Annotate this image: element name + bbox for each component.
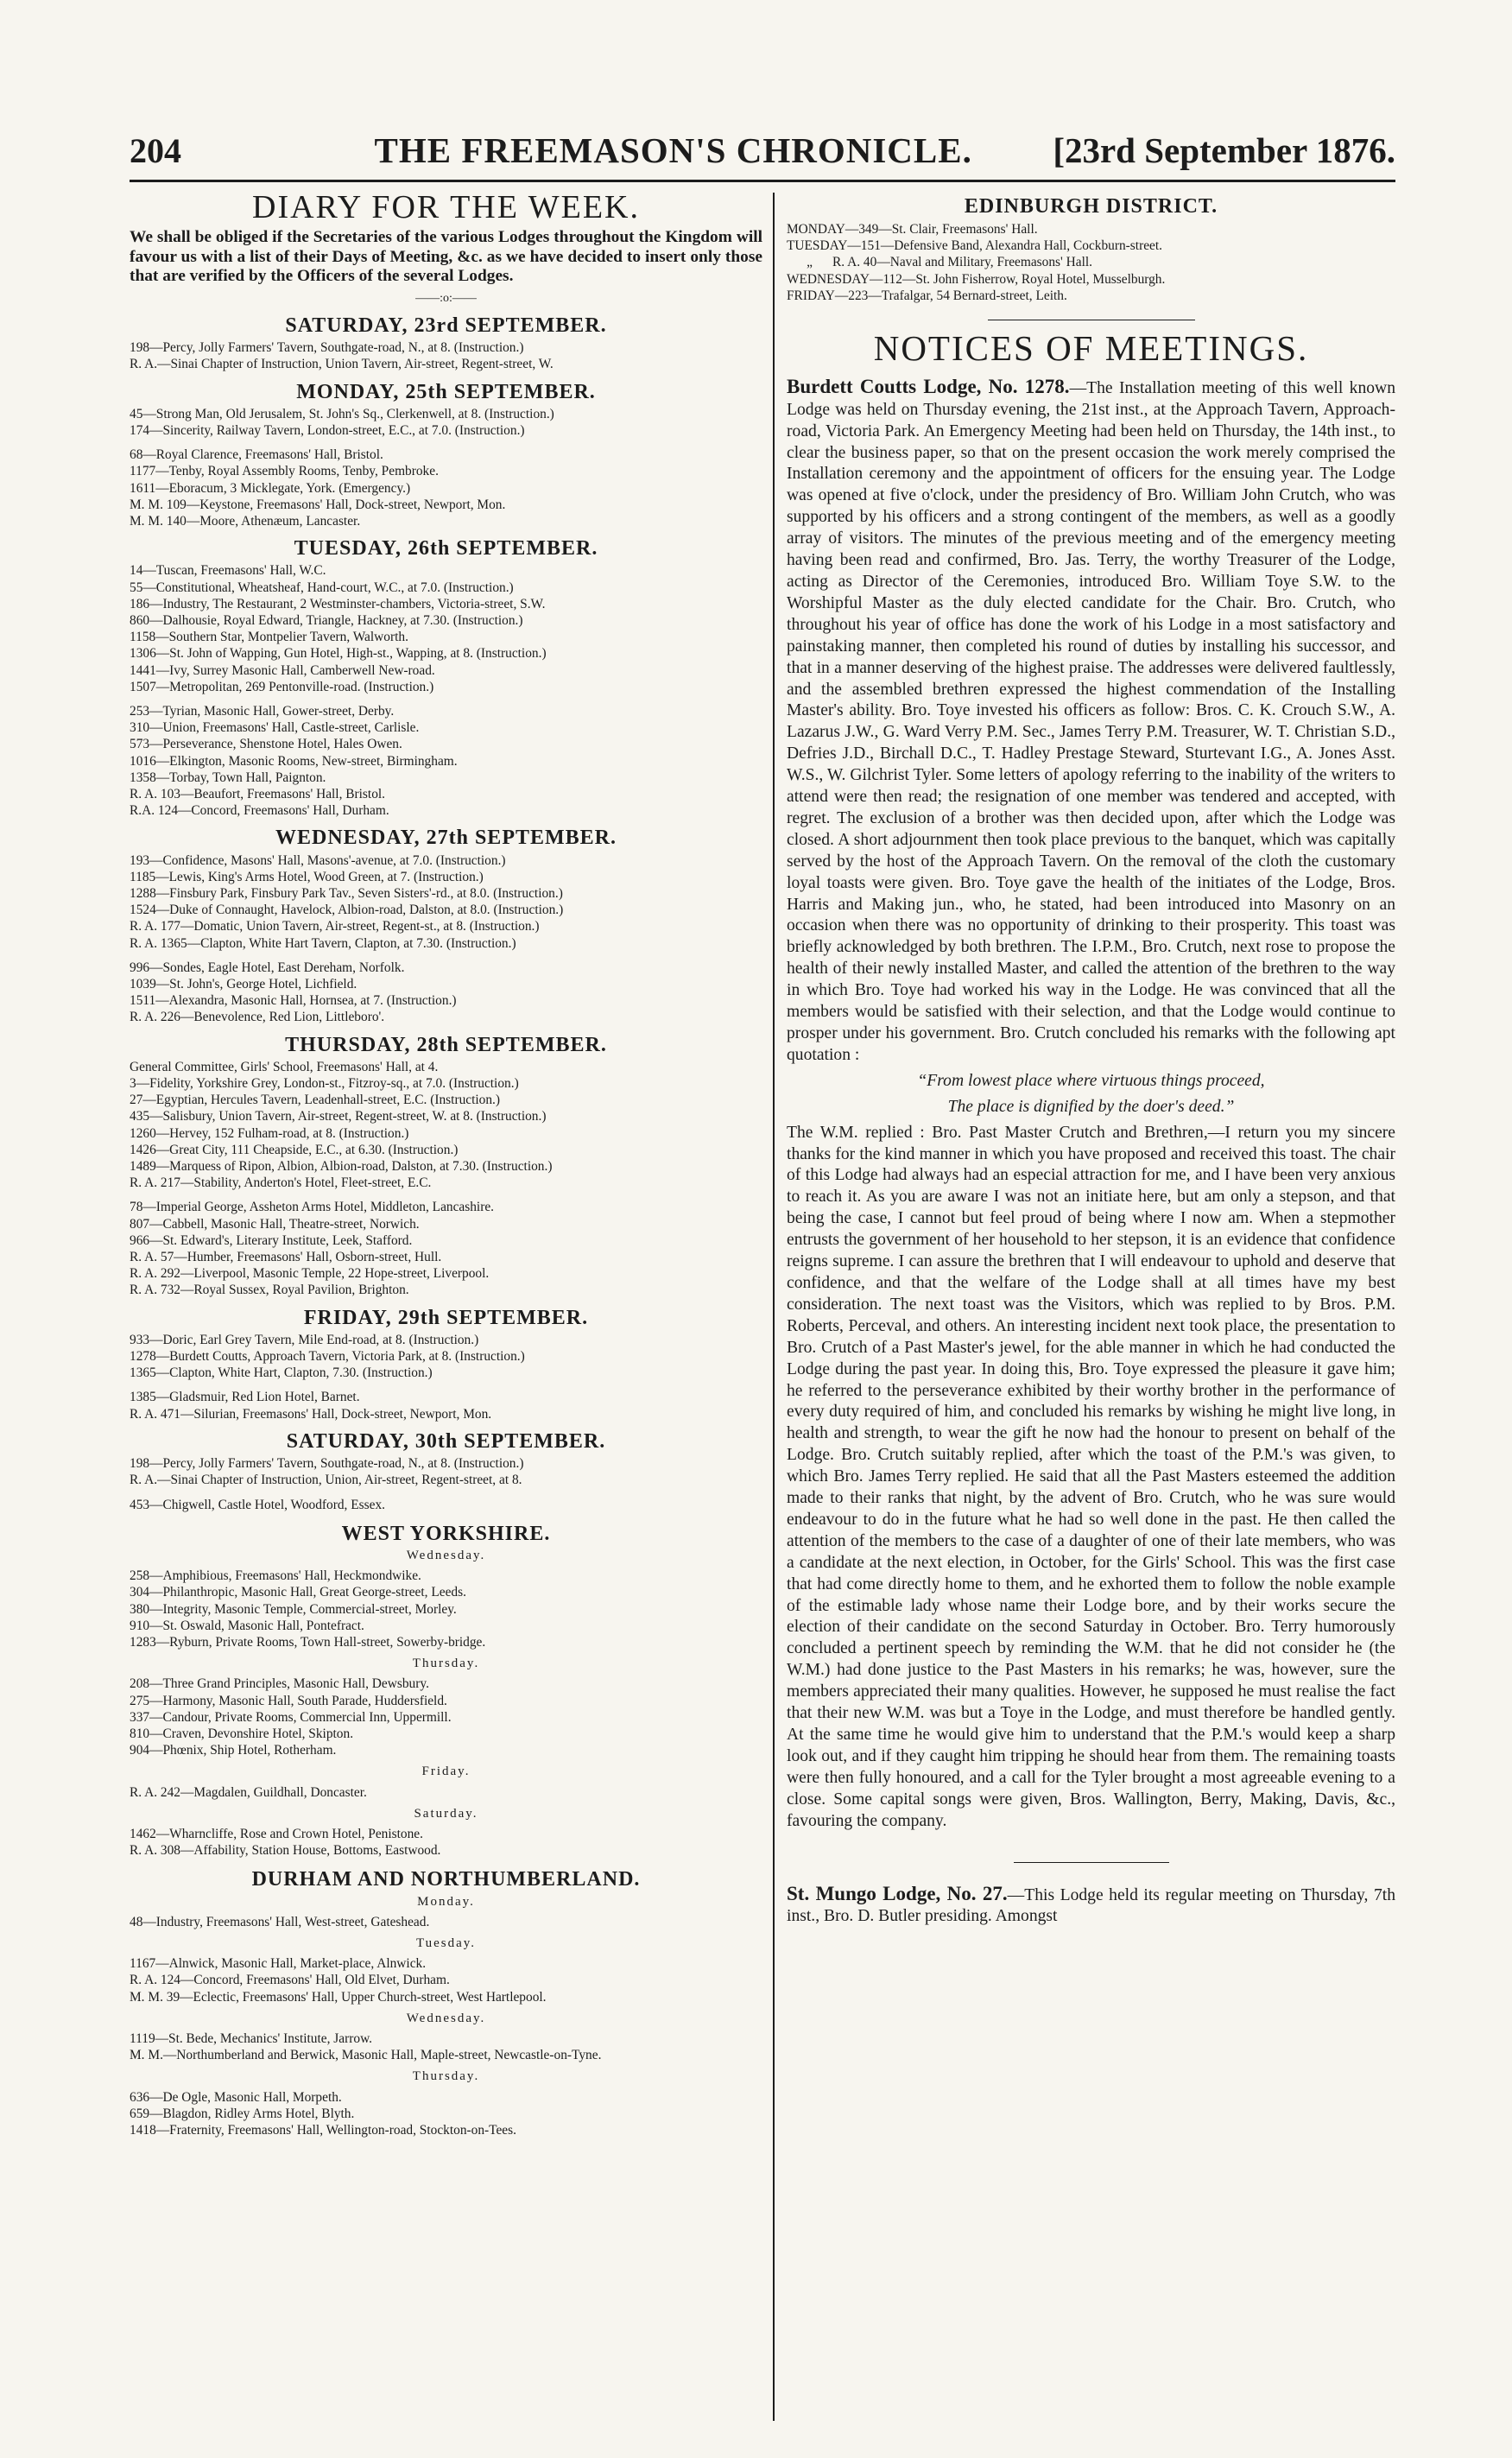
columns xyxy=(130,193,1395,2421)
region-heading: DURHAM AND NORTHUMBERLAND. xyxy=(251,1868,641,1891)
diary-entry: R. A. 217—Stability, Anderton's Hotel, Fleet-street, E.C. xyxy=(130,1175,432,1191)
diary-entry: R. A. 471—Silurian, Freemasons' Hall, Dock-street, Newport, Mon. xyxy=(130,1406,492,1422)
diary-intro: We shall be obliged if the Secretaries of the various Lodges throughout the Kingdom will favour us with a list of their Days of Meeting, &c. as we have decided to insert only those that are verified by the Officers of the several Lodges. xyxy=(130,228,762,286)
notice-text: —This Lodge held its regular meeting on Thursday, 7th inst., Bro. D. Butler presiding. Amongst xyxy=(787,1885,1395,1926)
diary-entry: 1016—Elkington, Masonic Rooms, New-street, Birmingham. xyxy=(130,753,458,769)
diary-entry: R. A. 1365—Clapton, White Hart Tavern, Clapton, at 7.30. (Instruction.) xyxy=(130,935,516,951)
publication-title: THE FREEMASON'S CHRONICLE. xyxy=(374,130,972,170)
diary-entry: 933—Doric, Earl Grey Tavern, Mile End-road, at 8. (Instruction.) xyxy=(130,1332,479,1347)
edinburgh-heading: EDINBURGH DISTRICT. xyxy=(964,195,1218,218)
diary-entry: 573—Perseverance, Shenstone Hotel, Hales Owen. xyxy=(130,737,402,752)
diary-entry: 659—Blagdon, Ridley Arms Hotel, Blyth. xyxy=(130,2106,355,2121)
diary-entry: 193—Confidence, Masons' Hall, Masons'-avenue, at 7.0. (Instruction.) xyxy=(130,852,506,868)
diary-entry: 1462—Wharncliffe, Rose and Crown Hotel, Penistone. xyxy=(130,1826,423,1841)
quotation-line: The place is dignified by the doer's deed.” xyxy=(947,1097,1235,1116)
diary-entry: R. A. 226—Benevolence, Red Lion, Littleboro'. xyxy=(130,1010,385,1025)
diary-entry: 45—Strong Man, Old Jerusalem, St. John's Sq., Clerkenwell, at 8. (Instruction.) xyxy=(130,406,554,421)
day-heading: MONDAY, 25th SEPTEMBER. xyxy=(296,380,596,403)
diary-entry: 55—Constitutional, Wheatsheaf, Hand-court, W.C., at 7.0. (Instruction.) xyxy=(130,580,514,595)
day-heading: WEDNESDAY, 27th SEPTEMBER. xyxy=(275,827,617,850)
weekday-subheading: Tuesday. xyxy=(415,1935,477,1950)
diary-entry: 380—Integrity, Masonic Temple, Commercial-street, Morley. xyxy=(130,1601,457,1617)
edinburgh-entry: TUESDAY—151—Defensive Band, Alexandra Hall, Cockburn-street. xyxy=(787,238,1162,254)
diary-entry: 1167—Alnwick, Masonic Hall, Market-place, Alnwick. xyxy=(130,1956,427,1972)
diary-entry: 1039—St. John's, George Hotel, Lichfield. xyxy=(130,977,357,992)
diary-entry: 860—Dalhousie, Royal Edward, Triangle, Hackney, at 7.30. (Instruction.) xyxy=(130,612,523,628)
diary-entry: M. M. 140—Moore, Athenæum, Lancaster. xyxy=(130,513,361,529)
diary-entry: 186—Industry, The Restaurant, 2 Westminster-chambers, Victoria-street, S.W. xyxy=(130,596,546,611)
diary-entry: 1507—Metropolitan, 269 Pentonville-road. (Instruction.) xyxy=(130,679,434,694)
diary-entry: 1288—Finsbury Park, Finsbury Park Tav., Seven Sisters'-rd., at 8.0. (Instruction.) xyxy=(130,886,563,901)
diary-entry: 174—Sincerity, Railway Tavern, London-street, E.C., at 7.0. (Instruction.) xyxy=(130,422,525,438)
weekday-subheading: Wednesday. xyxy=(406,2011,486,2025)
diary-column xyxy=(130,193,773,2421)
diary-entry: 14—Tuscan, Freemasons' Hall, W.C. xyxy=(130,563,326,579)
edinburgh-entry: WEDNESDAY—112—St. John Fisherrow, Royal Hotel, Musselburgh. xyxy=(787,271,1166,287)
diary-entry: 1365—Clapton, White Hart, Clapton, 7.30. (Instruction.) xyxy=(130,1365,433,1381)
diary-entry: M. M. 109—Keystone, Freemasons' Hall, Dock-street, Newport, Mon. xyxy=(130,497,506,512)
diary-entry: 1385—Gladsmuir, Red Lion Hotel, Barnet. xyxy=(130,1390,360,1405)
notices-column xyxy=(773,193,1395,2421)
diary-entry: 966—St. Edward's, Literary Institute, Leek, Stafford. xyxy=(130,1232,413,1248)
edinburgh-list xyxy=(787,221,1395,304)
section-rule xyxy=(1014,1862,1169,1863)
notices-title: NOTICES OF MEETINGS. xyxy=(873,327,1309,368)
day-heading: SATURDAY, 23rd SEPTEMBER. xyxy=(285,314,607,337)
diary-regions xyxy=(130,1522,762,2139)
edinburgh-entry: FRIDAY—223—Trafalgar, 54 Bernard-street, Leith. xyxy=(787,288,1067,303)
diary-entry: 904—Phœnix, Ship Hotel, Rotherham. xyxy=(130,1743,337,1758)
diary-title: DIARY FOR THE WEEK. xyxy=(252,193,640,225)
diary-entry: 304—Philanthropic, Masonic Hall, Great George-street, Leeds. xyxy=(130,1585,466,1600)
weekday-subheading: Friday. xyxy=(421,1764,471,1779)
divider: ——:o:—— xyxy=(415,291,477,305)
diary-entry: 1441—Ivy, Surrey Masonic Hall, Camberwell New-road. xyxy=(130,662,435,678)
diary-entry: R. A. 242—Magdalen, Guildhall, Doncaster. xyxy=(130,1784,367,1800)
diary-days xyxy=(130,314,762,1513)
day-heading: THURSDAY, 28th SEPTEMBER. xyxy=(285,1033,607,1056)
diary-entry: 636—De Ogle, Masonic Hall, Morpeth. xyxy=(130,2089,342,2105)
diary-entry: 1358—Torbay, Town Hall, Paignton. xyxy=(130,770,326,785)
weekday-subheading: Monday. xyxy=(417,1894,475,1909)
diary-entry: 1119—St. Bede, Mechanics' Institute, Jarrow. xyxy=(130,2030,373,2046)
diary-entry: 810—Craven, Devonshire Hotel, Skipton. xyxy=(130,1726,354,1741)
region-heading: WEST YORKSHIRE. xyxy=(341,1522,551,1545)
diary-entry: 1185—Lewis, King's Arms Hotel, Wood Green, at 7. (Instruction.) xyxy=(130,869,484,884)
day-heading: FRIDAY, 29th SEPTEMBER. xyxy=(303,1306,589,1329)
lodge-name: St. Mungo Lodge, No. 27. xyxy=(787,1882,1008,1904)
diary-entry: 1611—Eboracum, 3 Micklegate, York. (Emergency.) xyxy=(130,480,411,496)
diary-entry: 435—Salisbury, Union Tavern, Air-street, Regent-street, W. at 8. (Instruction.) xyxy=(130,1109,547,1124)
diary-entry: 1511—Alexandra, Masonic Hall, Hornsea, at 7. (Instruction.) xyxy=(130,993,457,1009)
diary-entry: 78—Imperial George, Assheton Arms Hotel, Middleton, Lancashire. xyxy=(130,1200,495,1215)
diary-entry: 1177—Tenby, Royal Assembly Rooms, Tenby, Pembroke. xyxy=(130,464,439,479)
diary-entry: R. A.—Sinai Chapter of Instruction, Union Tavern, Air-street, Regent-street, W. xyxy=(130,357,554,372)
diary-entry: R. A. 292—Liverpool, Masonic Temple, 22 Hope-street, Liverpool. xyxy=(130,1266,490,1282)
notice-text: The W.M. replied : Bro. Past Master Crutch and Brethren,—I return you my sincere thanks for the kind manner in which you have proposed and received this toast. The chair of this Lodge had always had an especial attraction for me, and I have been very anxious to reach it. As you are aware I was not an initiate here, but am only a stepson, and that being the case, I cannot but feel proud of being where I now am. When a stepmother entrusts the government of her household to her stepson, it is an evidence that confidence reigns supreme. I can assure the brethren that I will endeavour to uphold and deserve that confidence, and that the welfare of the Lodge shall at all times have my best consideration. The next toast was the Visitors, which was replied to by Bros. P.M. Roberts, Perceval, and others. An interesting incident next took place, the presentation to Bro. Crutch of a Past Master's jewel, for the able manner in which he had conducted the Lodge during the past year. In doing this, Bro. Toye expressed the pleasure it gave him; he referred to the perseverance exhibited by their worthy brother in the performance of every duty required of him, and concluded his remarks by wishing he might live long, in health and strength, to wear the gift he now had the honour to present on behalf of the Lodge. Bro. Crutch suitably replied, after which the toast of the P.M.'s was given, to which Bro. James Terry replied. He said that all the Past Masters esteemed the addition made to their ranks that night, by the advent of Bro. Crutch, who he was sure would endeavour to do in the future what he had so well done in the past. He then called the attention of the members to the case of a daughter of one of their late members, who was a candidate at the next election, in October, for the Girls' School. This was the first case that had come directly home to them, and he exhorted them to follow the noble example of the estimable lady whose name their Lodge bore, and by their works secure the election of their candidate on the second Saturday in October. Bro. Terry humorously concluded a pertinent speech by reminding the W.M. that he did not consider he (the W.M.) had done justice to the Past Masters in his remarks; he was, however, sure the members appreciated their many qualities. However, he supposed he must realise the fact that their new W.M. was but a Toye in the Lodge, and must therefore be handled gently. At the same time he would give him to understand that the P.M.'s would keep a sharp look out, and if they caught him tripping he should hear from them. The remaining toasts were then fully honoured, and a call for the Tyler brought a most agreeable evening to a close. Some capital songs were given, Bros. Wallington, Berry, Making, Davis, &c., favouring the company. xyxy=(787,1123,1395,1830)
diary-entry: 996—Sondes, Eagle Hotel, East Dereham, Norfolk. xyxy=(130,960,405,975)
diary-entry: R.A. 124—Concord, Freemasons' Hall, Durham. xyxy=(130,803,389,819)
diary-entry: 1524—Duke of Connaught, Havelock, Albion-road, Dalston, at 8.0. (Instruction.) xyxy=(130,903,564,918)
diary-entry: R. A. 732—Royal Sussex, Royal Pavilion, Brighton. xyxy=(130,1283,409,1298)
diary-entry: R. A. 57—Humber, Freemasons' Hall, Osborn-street, Hull. xyxy=(130,1250,442,1265)
edinburgh-entry: „ R. A. 40—Naval and Military, Freemasons' Hall. xyxy=(787,255,1092,270)
diary-entry: 1260—Hervey, 152 Fulham-road, at 8. (Instruction.) xyxy=(130,1125,409,1141)
weekday-subheading: Thursday. xyxy=(412,1657,480,1671)
diary-entry: General Committee, Girls' School, Freemasons' Hall, at 4. xyxy=(130,1059,439,1074)
diary-entry: R. A.—Sinai Chapter of Instruction, Union, Air-street, Regent-street, at 8. xyxy=(130,1473,522,1488)
notice-text: —The Installation meeting of this well known Lodge was held on Thursday evening, the 21st inst., at the Approach Tavern, Approach-road, Victoria Park. An Emergency Meeting had been held on Thursday, the 14th inst., to clear the business paper, so that on the present occasion the work merely comprised the Installation ceremony and the appointment of officers for the ensuing year. The Lodge was opened at five o'clock, under the presidency of Bro. William John Crutch, who was supported by his officers and a strong contingent of the members, as well as a goodly array of visitors. The minutes of the previous meeting and of the emergency meeting having been read and confirmed, Bro. Jas. Terry, the worthy Treasurer of the Lodge, acting as Director of the Ceremonies, introduced Bro. William Toye S.W. to the Worshipful Master as the duly elected candidate for the Chair. Bro. Crutch, who throughout his year of office has done the work of his Lodge in a most satisfactory and painstaking manner, then completed his round of duties by installing his successor, and that in a manner deserving of the highest praise. The addresses were delivered faultlessly, and the assembled brethren expressed the highest commendation of the Installing Master's ability. Bro. Toye invested his officers as follow: Bros. C. K. Crouch S.W., A. Lazarus J.W., G. Ward Verry P.M. Sec., James Terry P.M. Treasurer, W. T. Christian S.D., Defries J.D., Birchall D.C., T. Hadley Prestage Steward, Sturtevant I.G., A. Jones Asst. W.S., W. Gilchrist Tyler. Some letters of apology referring to the inability of the writers to attend were then read; the resignation of one member was tendered and accepted, with regret. The exclusion of a brother was then decided upon, after which the Lodge was closed. A short adjournment then took place previous to the banquet, which was capitally served by the host of the Approach Tavern. On the removal of the cloth the customary loyal toasts were given. Bro. Toye gave the health of the initiates of the Lodge, Bros. Harris and Making jun., who, he stated, had been introduced into Masonry on an occasion when there was no opportunity of drinking to their prosperity. This toast was briefly acknowledged by both brethren. The I.P.M., Bro. Crutch, next rose to propose the health of their newly installed Master, and called the attention of the brethren to the way in which Bro. Toye had worked his way in the Lodge. He was convinced that all the members would be satisfied with their selection, and that the Lodge would continue to prosper under his government. Bro. Crutch concluded his remarks with the following apt quotation : xyxy=(787,378,1395,1064)
diary-entry: 453—Chigwell, Castle Hotel, Woodford, Essex. xyxy=(130,1497,385,1512)
diary-entry: 258—Amphibious, Freemasons' Hall, Heckmondwike. xyxy=(130,1568,421,1584)
diary-entry: 1158—Southern Star, Montpelier Tavern, Walworth. xyxy=(130,630,408,645)
diary-entry: 1306—St. John of Wapping, Gun Hotel, High-st., Wapping, at 8. (Instruction.) xyxy=(130,646,547,662)
diary-entry: 208—Three Grand Principles, Masonic Hall, Dewsbury. xyxy=(130,1676,429,1692)
diary-entry: M. M. 39—Eclectic, Freemasons' Hall, Upper Church-street, West Hartlepool. xyxy=(130,1989,547,2005)
diary-entry: 1426—Great City, 111 Cheapside, E.C., at 6.30. (Instruction.) xyxy=(130,1142,459,1157)
diary-entry: 310—Union, Freemasons' Hall, Castle-street, Carlisle. xyxy=(130,720,420,736)
weekday-subheading: Wednesday. xyxy=(406,1548,486,1562)
diary-entry: R. A. 124—Concord, Freemasons' Hall, Old Elvet, Durham. xyxy=(130,1973,450,1988)
burdett-coutts-notice xyxy=(787,377,1395,1067)
page-number: 204 xyxy=(130,131,181,170)
diary-entry: 3—Fidelity, Yorkshire Grey, London-st., Fitzroy-sq., at 7.0. (Instruction.) xyxy=(130,1076,519,1092)
diary-entry: 1278—Burdett Coutts, Approach Tavern, Victoria Park, at 8. (Instruction.) xyxy=(130,1349,525,1365)
diary-entry: 198—Percy, Jolly Farmers' Tavern, Southgate-road, N., at 8. (Instruction.) xyxy=(130,340,524,356)
diary-entry: 48—Industry, Freemasons' Hall, West-street, Gateshead. xyxy=(130,1914,430,1929)
page-header xyxy=(130,130,1395,182)
diary-entry: 1489—Marquess of Ripon, Albion, Albion-road, Dalston, at 7.30. (Instruction.) xyxy=(130,1159,553,1175)
diary-entry: R. A. 308—Affability, Station House, Bottoms, Eastwood. xyxy=(130,1843,441,1859)
diary-entry: 1418—Fraternity, Freemasons' Hall, Wellington-road, Stockton-on-Tees. xyxy=(130,2123,516,2138)
diary-entry: 337—Candour, Private Rooms, Commercial Inn, Uppermill. xyxy=(130,1709,452,1725)
diary-entry: 910—St. Oswald, Masonic Hall, Pontefract. xyxy=(130,1618,364,1633)
lodge-name: Burdett Coutts Lodge, No. 1278. xyxy=(787,375,1070,397)
issue-date: [23rd September 1876. xyxy=(1053,130,1395,170)
diary-entry: 198—Percy, Jolly Farmers' Tavern, Southgate-road, N., at 8. (Instruction.) xyxy=(130,1456,524,1472)
diary-entry: 68—Royal Clarence, Freemasons' Hall, Bristol. xyxy=(130,447,383,463)
st-mungo-notice xyxy=(787,1884,1395,1929)
day-heading: SATURDAY, 30th SEPTEMBER. xyxy=(286,1429,606,1453)
diary-entry: 275—Harmony, Masonic Hall, South Parade, Huddersfield. xyxy=(130,1693,447,1708)
quotation-line: “From lowest place where virtuous things proceed, xyxy=(917,1071,1265,1090)
weekday-subheading: Thursday. xyxy=(412,2069,480,2084)
diary-entry: R. A. 103—Beaufort, Freemasons' Hall, Bristol. xyxy=(130,786,386,801)
diary-entry: 1283—Ryburn, Private Rooms, Town Hall-street, Sowerby-bridge. xyxy=(130,1634,486,1650)
weekday-subheading: Saturday. xyxy=(414,1806,478,1821)
day-heading: TUESDAY, 26th SEPTEMBER. xyxy=(294,537,598,561)
edinburgh-entry: MONDAY—349—St. Clair, Freemasons' Hall. xyxy=(787,221,1038,237)
diary-entry: 253—Tyrian, Masonic Hall, Gower-street, Derby. xyxy=(130,703,395,719)
diary-entry: M. M.—Northumberland and Berwick, Masonic Hall, Maple-street, Newcastle-on-Tyne. xyxy=(130,2048,602,2063)
diary-entry: R. A. 177—Domatic, Union Tavern, Air-street, Regent-st., at 8. (Instruction.) xyxy=(130,919,540,934)
diary-entry: 27—Egyptian, Hercules Tavern, Leadenhall-street, E.C. (Instruction.) xyxy=(130,1093,501,1108)
diary-entry: 807—Cabbell, Masonic Hall, Theatre-street, Norwich. xyxy=(130,1216,420,1232)
